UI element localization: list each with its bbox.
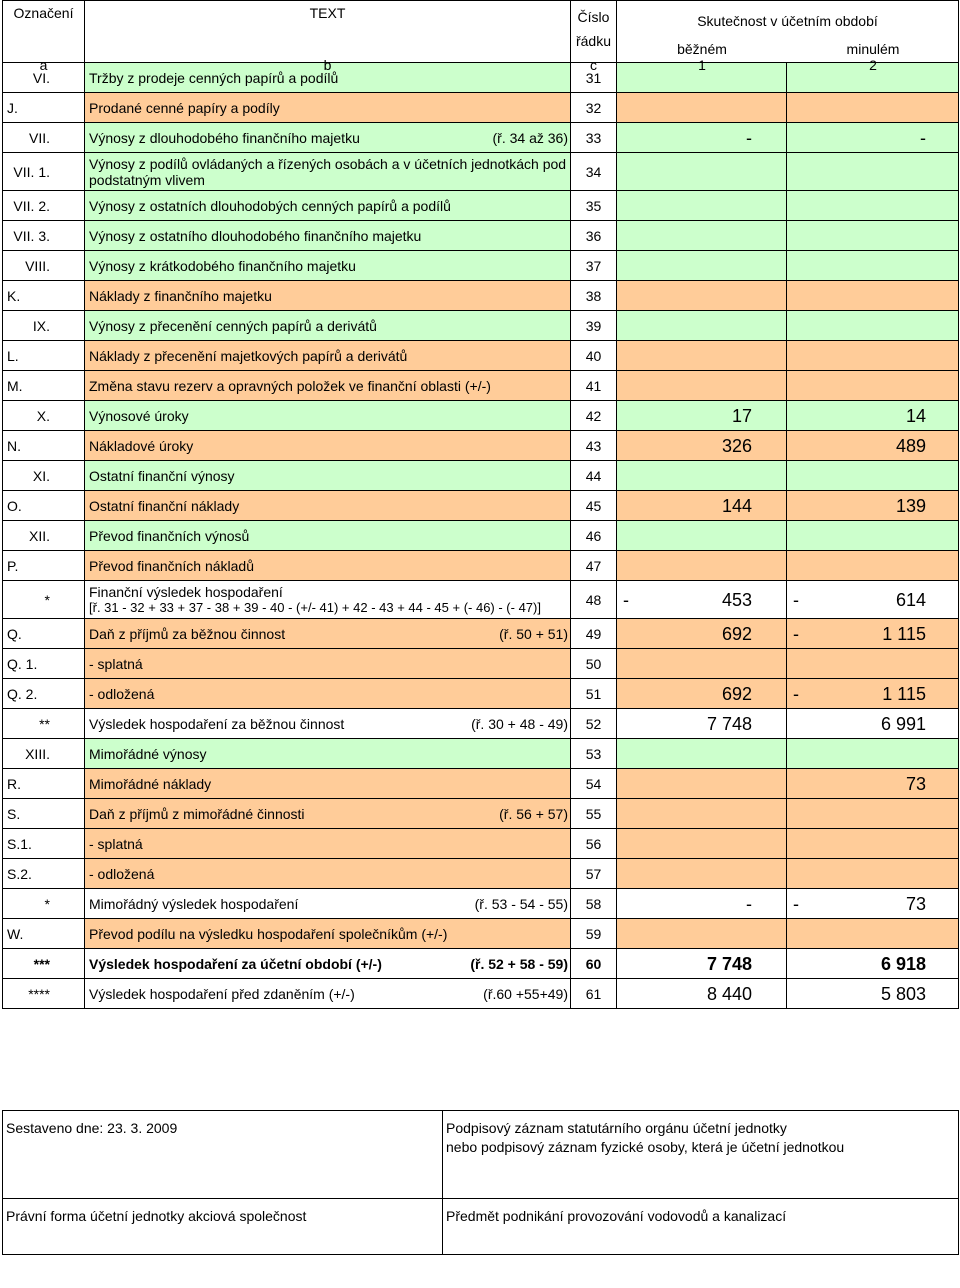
row-number: 59 xyxy=(571,919,617,949)
row-code: VI. xyxy=(3,63,85,93)
previous-value xyxy=(787,551,959,581)
row-label: Náklady z přecenění majetkových papírů a derivátů xyxy=(89,347,408,364)
row-code: Q. xyxy=(3,619,85,649)
previous-value xyxy=(787,829,959,859)
value-number: 453 xyxy=(721,589,752,610)
row-number: 58 xyxy=(571,889,617,919)
row-text xyxy=(85,859,571,889)
table-row xyxy=(3,619,959,649)
value-number: 14 xyxy=(905,405,926,426)
row-text xyxy=(85,551,571,581)
row-label: Ostatní finanční náklady xyxy=(89,497,240,514)
row-code: VII. 1. xyxy=(3,153,85,191)
header-row-sub: c xyxy=(590,57,597,73)
row-label: Daň z příjmů z mimořádné činnosti xyxy=(89,805,305,822)
table-row xyxy=(3,251,959,281)
row-number: 60 xyxy=(571,949,617,979)
value-sign: - xyxy=(793,589,799,610)
row-code: XI. xyxy=(3,461,85,491)
row-number: 44 xyxy=(571,461,617,491)
previous-value xyxy=(787,859,959,889)
row-code: X. xyxy=(3,401,85,431)
previous-value xyxy=(787,93,959,123)
row-number: 42 xyxy=(571,401,617,431)
row-code: S. xyxy=(3,799,85,829)
row-text xyxy=(85,679,571,709)
value-number: 73 xyxy=(905,773,926,794)
row-label: Tržby z prodeje cenných papírů a podílů xyxy=(89,69,339,86)
table-row xyxy=(3,221,959,251)
previous-value xyxy=(787,649,959,679)
row-text xyxy=(85,191,571,221)
current-value xyxy=(617,581,787,619)
previous-value xyxy=(787,919,959,949)
row-number: 57 xyxy=(571,859,617,889)
previous-value xyxy=(787,401,959,431)
value-sign: - xyxy=(623,589,629,610)
table-row xyxy=(3,709,959,739)
row-formula: (ř. 50 + 51) xyxy=(499,625,568,642)
header-current: běžném xyxy=(677,41,727,57)
table-row xyxy=(3,191,959,221)
header-text-cell xyxy=(85,1,571,73)
previous-value xyxy=(787,311,959,341)
row-label: Výsledek hospodaření před zdaněním (+/-) xyxy=(89,985,355,1002)
row-code: O. xyxy=(3,491,85,521)
previous-value xyxy=(787,619,959,649)
row-text xyxy=(85,919,571,949)
table-row xyxy=(3,153,959,191)
table-row xyxy=(3,491,959,521)
current-value xyxy=(617,521,787,551)
header-code: Označení xyxy=(13,5,74,21)
table-row xyxy=(3,311,959,341)
row-number: 38 xyxy=(571,281,617,311)
value-number: 144 xyxy=(721,495,752,516)
row-label: Mimořádné náklady xyxy=(89,775,212,792)
row-code: VII. xyxy=(3,123,85,153)
row-code: Q. 2. xyxy=(3,679,85,709)
row-label: Výnosy z přecenění cenných papírů a derivátů xyxy=(89,317,377,334)
value-number: 73 xyxy=(905,893,926,914)
row-text xyxy=(85,979,571,1009)
row-number: 54 xyxy=(571,769,617,799)
row-code: J. xyxy=(3,93,85,123)
current-value xyxy=(617,93,787,123)
current-value xyxy=(617,799,787,829)
row-number: 47 xyxy=(571,551,617,581)
value-number: - xyxy=(746,893,752,914)
row-code: * xyxy=(3,889,85,919)
table-row xyxy=(3,769,959,799)
current-value xyxy=(617,431,787,461)
row-number: 55 xyxy=(571,799,617,829)
row-code: IX. xyxy=(3,311,85,341)
table-row xyxy=(3,949,959,979)
row-number: 52 xyxy=(571,709,617,739)
table-row xyxy=(3,979,959,1009)
row-label: Výnosové úroky xyxy=(89,407,189,424)
value-number: 139 xyxy=(895,495,926,516)
row-label: - odložená xyxy=(89,865,155,882)
row-code: S.1. xyxy=(3,829,85,859)
header-current-sub: 1 xyxy=(698,57,706,73)
previous-value xyxy=(787,889,959,919)
previous-value xyxy=(787,739,959,769)
value-sign: - xyxy=(793,683,799,704)
row-code: VII. 3. xyxy=(3,221,85,251)
row-text xyxy=(85,281,571,311)
previous-value xyxy=(787,979,959,1009)
current-value xyxy=(617,251,787,281)
current-value xyxy=(617,221,787,251)
current-value xyxy=(617,679,787,709)
current-value xyxy=(617,491,787,521)
row-code: ** xyxy=(3,709,85,739)
row-label: Převod finančních výnosů xyxy=(89,527,250,544)
income-statement-table xyxy=(2,0,959,1009)
value-number: 8 440 xyxy=(706,983,752,1004)
business-subject: Předmět podnikání provozování vodovodů a kanalizací xyxy=(443,1199,959,1255)
row-code: *** xyxy=(3,949,85,979)
row-label: - splatná xyxy=(89,655,143,672)
header-code-cell xyxy=(3,1,85,73)
row-text xyxy=(85,311,571,341)
row-text xyxy=(85,93,571,123)
current-value xyxy=(617,551,787,581)
row-label: Výnosy z ostatního dlouhodobého finančního majetku xyxy=(89,227,422,244)
row-number: 34 xyxy=(571,153,617,191)
row-code: L. xyxy=(3,341,85,371)
row-code: Q. 1. xyxy=(3,649,85,679)
signature-line1: Podpisový záznam statutárního orgánu účetní jednotky xyxy=(446,1120,787,1136)
signature-table xyxy=(2,1110,959,1255)
row-code: VII. 2. xyxy=(3,191,85,221)
row-number: 45 xyxy=(571,491,617,521)
row-text xyxy=(85,709,571,739)
row-number: 50 xyxy=(571,649,617,679)
current-value xyxy=(617,979,787,1009)
header-text-sub: b xyxy=(323,57,332,73)
header-row-cell xyxy=(571,1,617,73)
row-code: M. xyxy=(3,371,85,401)
current-value xyxy=(617,919,787,949)
previous-value xyxy=(787,341,959,371)
compiled-date: Sestaveno dne: 23. 3. 2009 xyxy=(3,1111,443,1199)
previous-value xyxy=(787,461,959,491)
row-text xyxy=(85,889,571,919)
row-number: 46 xyxy=(571,521,617,551)
row-label: Převod podílu na výsledku hospodaření společníkům (+/-) xyxy=(89,925,448,942)
previous-value xyxy=(787,251,959,281)
row-text xyxy=(85,431,571,461)
value-sign: - xyxy=(793,623,799,644)
row-label: Převod finančních nákladů xyxy=(89,557,254,574)
value-number: 489 xyxy=(895,435,926,456)
value-number: - xyxy=(920,127,926,148)
row-label: Výsledek hospodaření za účetní období (+/-) xyxy=(89,955,382,972)
statement-rows xyxy=(3,63,959,1009)
table-row xyxy=(3,123,959,153)
row-formula: (ř. 34 až 36) xyxy=(492,129,568,146)
table-row xyxy=(3,859,959,889)
header-code-sub: a xyxy=(39,57,48,73)
header-reality-cell xyxy=(617,1,959,73)
row-text xyxy=(85,461,571,491)
row-number: 35 xyxy=(571,191,617,221)
row-code: K. xyxy=(3,281,85,311)
current-value xyxy=(617,859,787,889)
table-row xyxy=(3,461,959,491)
header-text: TEXT xyxy=(309,5,346,21)
row-text xyxy=(85,769,571,799)
table-row xyxy=(3,581,959,619)
row-text xyxy=(85,221,571,251)
row-number: 53 xyxy=(571,739,617,769)
table-row xyxy=(3,889,959,919)
value-number: 614 xyxy=(895,589,926,610)
current-value xyxy=(617,739,787,769)
row-code: W. xyxy=(3,919,85,949)
row-code: S.2. xyxy=(3,859,85,889)
current-value xyxy=(617,281,787,311)
row-text xyxy=(85,619,571,649)
table-row xyxy=(3,371,959,401)
table-row xyxy=(3,431,959,461)
table-row xyxy=(3,551,959,581)
current-value xyxy=(617,371,787,401)
previous-value xyxy=(787,769,959,799)
row-text xyxy=(85,739,571,769)
header-previous-sub: 2 xyxy=(869,57,877,73)
row-label: Mimořádné výnosy xyxy=(89,745,207,762)
row-label: Výnosy z podílů ovládaných a řízených osobách a v účetních jednotkách pod podstatným vlivem xyxy=(89,155,567,188)
signature-line2: nebo podpisový záznam fyzické osoby, která je účetní jednotkou xyxy=(446,1139,845,1155)
row-code: N. xyxy=(3,431,85,461)
current-value xyxy=(617,709,787,739)
row-formula: (ř. 56 + 57) xyxy=(499,805,568,822)
row-number: 33 xyxy=(571,123,617,153)
previous-value xyxy=(787,281,959,311)
previous-value xyxy=(787,679,959,709)
row-label: Výsledek hospodaření za běžnou činnost xyxy=(89,715,345,732)
legal-form: Právní forma účetní jednotky akciová společnost xyxy=(3,1199,443,1255)
row-label: - odložená xyxy=(89,685,155,702)
row-label-formula: [ř. 31 - 32 + 33 + 37 - 38 + 39 - 40 - (+/- 41) + 42 - 43 + 44 - 45 + (- 46) - (- 47)] xyxy=(89,599,541,615)
row-label: Výnosy z krátkodobého finančního majetku xyxy=(89,257,356,274)
value-number: 692 xyxy=(721,683,752,704)
row-label: Změna stavu rezerv a opravných položek ve finanční oblasti (+/-) xyxy=(89,377,491,394)
value-number: 6 991 xyxy=(880,713,926,734)
row-text xyxy=(85,371,571,401)
row-number: 56 xyxy=(571,829,617,859)
current-value xyxy=(617,649,787,679)
current-value xyxy=(617,889,787,919)
signature-record xyxy=(443,1111,959,1199)
table-row xyxy=(3,341,959,371)
table-row xyxy=(3,919,959,949)
row-number: 48 xyxy=(571,581,617,619)
row-text xyxy=(85,123,571,153)
row-label: Náklady z finančního majetku xyxy=(89,287,272,304)
value-number: - xyxy=(746,127,752,148)
current-value xyxy=(617,191,787,221)
row-number: 36 xyxy=(571,221,617,251)
row-code: XII. xyxy=(3,521,85,551)
current-value xyxy=(617,829,787,859)
row-number: 31 xyxy=(571,63,617,93)
table-row xyxy=(3,799,959,829)
value-number: 1 115 xyxy=(882,623,926,644)
previous-value xyxy=(787,949,959,979)
value-number: 7 748 xyxy=(706,713,752,734)
current-value xyxy=(617,341,787,371)
previous-value xyxy=(787,191,959,221)
current-value xyxy=(617,401,787,431)
row-number: 37 xyxy=(571,251,617,281)
row-label: Nákladové úroky xyxy=(89,437,194,454)
current-value xyxy=(617,619,787,649)
row-code: XIII. xyxy=(3,739,85,769)
row-code: * xyxy=(3,581,85,619)
row-formula: (ř. 53 - 54 - 55) xyxy=(474,895,568,912)
value-number: 6 918 xyxy=(880,953,926,974)
row-number: 61 xyxy=(571,979,617,1009)
previous-value xyxy=(787,153,959,191)
row-text xyxy=(85,153,571,191)
previous-value xyxy=(787,371,959,401)
header-row-number: Číslo řádku xyxy=(575,9,612,49)
row-number: 41 xyxy=(571,371,617,401)
row-number: 39 xyxy=(571,311,617,341)
row-code: **** xyxy=(3,979,85,1009)
current-value xyxy=(617,123,787,153)
value-number: 326 xyxy=(721,435,752,456)
row-text xyxy=(85,341,571,371)
row-number: 43 xyxy=(571,431,617,461)
header-previous: minulém xyxy=(846,41,900,57)
table-row xyxy=(3,739,959,769)
header-row xyxy=(3,1,959,63)
row-label: - splatná xyxy=(89,835,143,852)
table-row xyxy=(3,401,959,431)
row-text xyxy=(85,491,571,521)
table-row xyxy=(3,281,959,311)
row-label: Výnosy z ostatních dlouhodobých cenných papírů a podílů xyxy=(89,197,451,214)
row-label: Mimořádný výsledek hospodaření xyxy=(89,895,299,912)
row-text xyxy=(85,649,571,679)
previous-value xyxy=(787,123,959,153)
row-label: Prodané cenné papíry a podíly xyxy=(89,99,280,116)
value-number: 692 xyxy=(721,623,752,644)
current-value xyxy=(617,769,787,799)
previous-value xyxy=(787,709,959,739)
previous-value xyxy=(787,221,959,251)
row-formula: (ř. 30 + 48 - 49) xyxy=(471,715,568,732)
current-value xyxy=(617,311,787,341)
row-number: 49 xyxy=(571,619,617,649)
row-text xyxy=(85,251,571,281)
row-number: 51 xyxy=(571,679,617,709)
row-formula: (ř. 52 + 58 - 59) xyxy=(470,955,568,972)
table-row xyxy=(3,521,959,551)
row-label: Ostatní finanční výnosy xyxy=(89,467,235,484)
table-row xyxy=(3,829,959,859)
row-number: 32 xyxy=(571,93,617,123)
table-row xyxy=(3,649,959,679)
row-code: R. xyxy=(3,769,85,799)
table-row xyxy=(3,679,959,709)
value-number: 7 748 xyxy=(706,953,752,974)
row-code: VIII. xyxy=(3,251,85,281)
previous-value xyxy=(787,491,959,521)
current-value xyxy=(617,153,787,191)
previous-value xyxy=(787,799,959,829)
row-text xyxy=(85,521,571,551)
row-label: Daň z příjmů za běžnou činnost xyxy=(89,625,286,642)
header-reality: Skutečnost v účetním období xyxy=(697,13,878,29)
row-formula: (ř.60 +55+49) xyxy=(483,985,568,1002)
row-text xyxy=(85,581,571,619)
table-row xyxy=(3,93,959,123)
row-label: Finanční výsledek hospodaření xyxy=(89,583,283,600)
row-text xyxy=(85,949,571,979)
previous-value xyxy=(787,431,959,461)
row-label: Výnosy z dlouhodobého finančního majetku xyxy=(89,129,360,146)
row-code: P. xyxy=(3,551,85,581)
current-value xyxy=(617,949,787,979)
value-number: 1 115 xyxy=(882,683,926,704)
value-number: 17 xyxy=(731,405,752,426)
value-sign: - xyxy=(793,893,799,914)
value-number: 5 803 xyxy=(880,983,926,1004)
row-text xyxy=(85,799,571,829)
row-text xyxy=(85,401,571,431)
previous-value xyxy=(787,521,959,551)
row-number: 40 xyxy=(571,341,617,371)
current-value xyxy=(617,461,787,491)
row-text xyxy=(85,829,571,859)
previous-value xyxy=(787,581,959,619)
